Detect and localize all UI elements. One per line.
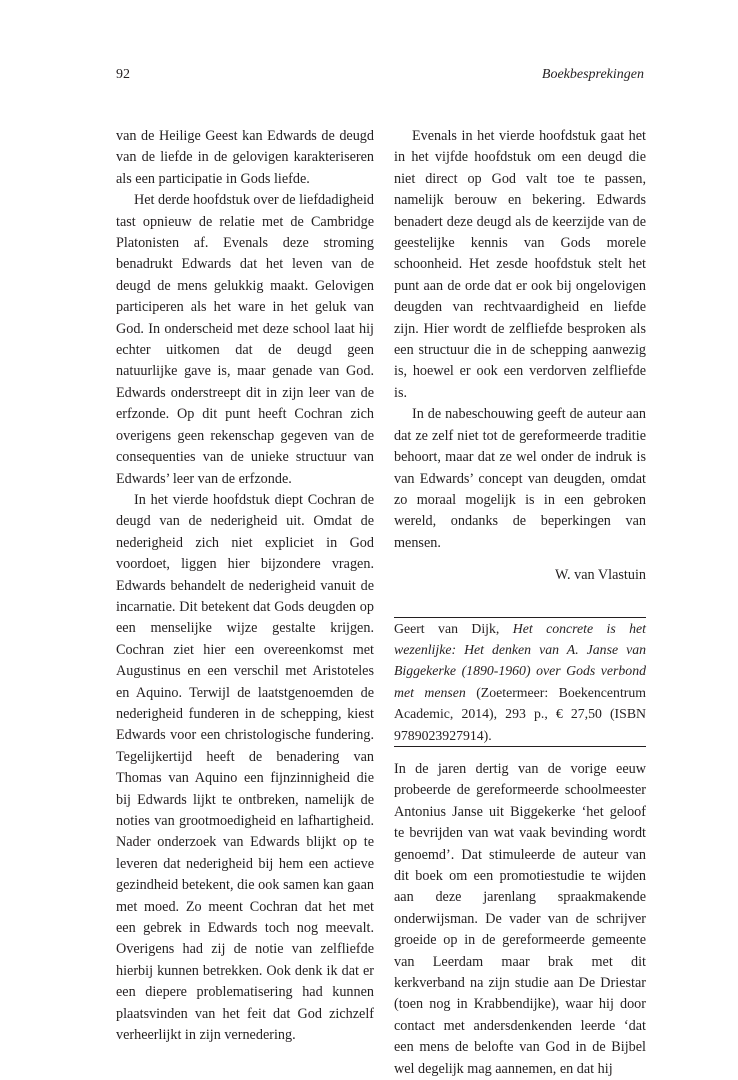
paragraph: Evenals in het vierde hoofdstuk gaat het in het vijfde hoofdstuk om een deugd die niet direct op God valt toe te passen, namelijk berouw en bekering. Edwards benadert deze deugd als de keerzijde van de geestelijke kennis van Gods morele schoonheid. Het zesde hoofdstuk stelt het punt aan de orde dat er ook bij ongelovigen deugden van rechtvaardigheid en liefde zijn. Hier wordt de zelfliefde besproken als een structuur die in de schepping aanwezig is, hoewel er ook een verdorven zelfliefde is. (394, 128, 646, 401)
paragraph: van de Heilige Geest kan Edwards de deugd van de liefde in de gelovigen karakteriseren als een participatie in Gods liefde. (116, 128, 374, 187)
book-citation (394, 618, 646, 746)
divider-bottom (394, 746, 646, 747)
right-column (394, 126, 646, 1080)
citation-title: Het concrete is het wezenlijke: Het denken van A. Janse van Biggekerke (1890-1960) over Gods verbond met mensen (394, 620, 647, 700)
left-column (116, 126, 374, 1046)
review-paragraph: In de jaren dertig van de vorige eeuw probeerde de gereformeerde schoolmeester Antonius Janse uit Biggekerke ‘het geloof te bevrijden van wat vaak bevinding wordt genoemd’. Dat stimuleerde de auteur van dit boek om een promotiestudie te wijden aan deze jarenlang spraakmakende onderwijsman. De vader van de schrijver groeide op in de gereformeerde gemeente van Leerdam maar brak met dit kerkverband na zijn studie aan De Driestar (toen nog in Krabbendijke), waar hij door contact met andersdenkenden leerde ‘dat een mens de belofte van God in de Bijbel wel degelijk mag aannemen, en dat hij (394, 760, 646, 1077)
page-number: 92 (116, 67, 130, 82)
citation-details: (Zoetermeer: Boekencentrum Academic, 2014), 293 p., € 27,50 (ISBN 9789023927914). (394, 684, 646, 743)
citation-author: Geert van Dijk, (394, 620, 513, 636)
running-head: Boekbesprekingen (541, 67, 644, 82)
paragraph: In het vierde hoofdstuk diept Cochran de deugd van de nederigheid uit. Omdat de nederigheid zich niet expliciet in God voordoet, liggen hier bijzondere vragen. Edwards behandelt de nederigheid vanuit de incarnatie. Dit betekent dat Gods deugden op een menselijke wijze gestalte krijgen. Cochran ziet hier een overeenkomst met Augustinus en een verschil met Aristoteles en Aquino. Terwijl de laatstgenoemden de nederigheid funderen in de schepping, kiest Edwards voor een christologische fundering. Tegelijkertijd heeft de benadering van Thomas van Aquino een fijnzinnigheid die bij Edwards lijkt te ontbreken, namelijk de noties van grootmoedigheid en lafhartigheid. Nader onderzoek van Edwards blijkt op te leveren dat nederigheid bij hem een actieve gezindheid betekent, die ook samen kan gaan met moed. Zo meent Cochran dat het met een gebrek in Edwards toch nog meevalt. Overigens had zij de notie van zelfliefde hierbij kunnen betrekken. Ook denk ik dat er een diepere problematisering had kunnen plaatsvinden van het feit dat God zichzelf verheerlijkt in zijn vernedering. (116, 491, 374, 1044)
paragraph: In de nabeschouwing geeft de auteur aan dat ze zelf niet tot de gereformeerde traditie behoort, maar dat ze wel onder de indruk is van Edwards’ concept van deugden, omdat zo moraal mogelijk is in een gebroken wereld, ondanks de beperkingen van mensen. (394, 406, 646, 551)
paragraph: Het derde hoofdstuk over de liefdadigheid tast opnieuw de relatie met de Cambridge Platonisten af. Evenals deze stroming benadrukt Edwards dat het leven van de deugd de mens gelukkig maakt. Gelovigen participeren als het ware in het geluk van God. In onderscheid met deze school laat hij echter uitkomen dat de deugd geen natuurlijke gave is, maar genade van God. Edwards onderstreept dit in zijn leer van de erfzonde. Op dit punt heeft Cochran zich overigens geen rekenschap gegeven van de consequenties van de unieke structuur van Edwards’ leer van de erfzonde. (116, 192, 374, 487)
reviewer-signature: W. van Vlastuin (554, 567, 646, 584)
